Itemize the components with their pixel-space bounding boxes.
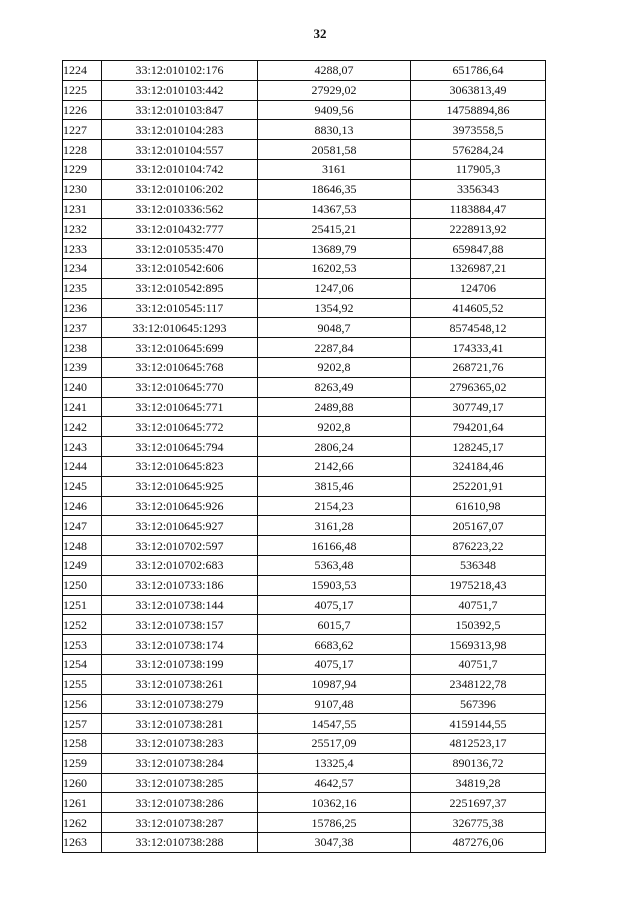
row-number-cell: 1254 — [63, 654, 102, 674]
area-cell: 13689,79 — [258, 239, 411, 259]
row-number-cell: 1232 — [63, 219, 102, 239]
row-number-cell: 1229 — [63, 159, 102, 179]
table-row — [63, 318, 546, 338]
value-cell: 576284,24 — [411, 140, 546, 160]
value-cell: 876223,22 — [411, 536, 546, 556]
value-cell: 890136,72 — [411, 753, 546, 773]
table-row — [63, 595, 546, 615]
value-cell: 536348 — [411, 555, 546, 575]
cadastral-number-cell: 33:12:010738:288 — [102, 833, 258, 853]
table-row — [63, 140, 546, 160]
table-row — [63, 298, 546, 318]
area-cell: 4642,57 — [258, 773, 411, 793]
table-row — [63, 179, 546, 199]
cadastral-number-cell: 33:12:010702:683 — [102, 555, 258, 575]
area-cell: 8830,13 — [258, 120, 411, 140]
table-row — [63, 654, 546, 674]
value-cell: 268721,76 — [411, 357, 546, 377]
row-number-cell: 1249 — [63, 555, 102, 575]
value-cell: 3356343 — [411, 179, 546, 199]
row-number-cell: 1239 — [63, 357, 102, 377]
value-cell: 4159144,55 — [411, 714, 546, 734]
table-row — [63, 239, 546, 259]
value-cell: 252201,91 — [411, 476, 546, 496]
area-cell: 14547,55 — [258, 714, 411, 734]
table-row — [63, 694, 546, 714]
row-number-cell: 1241 — [63, 397, 102, 417]
value-cell: 205167,07 — [411, 516, 546, 536]
cadastral-number-cell: 33:12:010645:770 — [102, 377, 258, 397]
table-row — [63, 476, 546, 496]
value-cell: 3973558,5 — [411, 120, 546, 140]
value-cell: 1183884,47 — [411, 199, 546, 219]
cadastral-number-cell: 33:12:010738:199 — [102, 654, 258, 674]
row-number-cell: 1253 — [63, 635, 102, 655]
cadastral-number-cell: 33:12:010103:847 — [102, 100, 258, 120]
value-cell: 117905,3 — [411, 159, 546, 179]
cadastral-number-cell: 33:12:010733:186 — [102, 575, 258, 595]
cadastral-number-cell: 33:12:010702:597 — [102, 536, 258, 556]
area-cell: 4075,17 — [258, 654, 411, 674]
cadastral-number-cell: 33:12:010535:470 — [102, 239, 258, 259]
cadastral-number-cell: 33:12:010738:283 — [102, 734, 258, 754]
cadastral-number-cell: 33:12:010645:794 — [102, 437, 258, 457]
cadastral-number-cell: 33:12:010738:279 — [102, 694, 258, 714]
value-cell: 8574548,12 — [411, 318, 546, 338]
row-number-cell: 1243 — [63, 437, 102, 457]
value-cell: 14758894,86 — [411, 100, 546, 120]
row-number-cell: 1224 — [63, 61, 102, 81]
table-row — [63, 456, 546, 476]
area-cell: 9409,56 — [258, 100, 411, 120]
cadastral-number-cell: 33:12:010432:777 — [102, 219, 258, 239]
row-number-cell: 1240 — [63, 377, 102, 397]
cadastral-number-cell: 33:12:010106:202 — [102, 179, 258, 199]
cadastral-number-cell: 33:12:010738:281 — [102, 714, 258, 734]
area-cell: 4075,17 — [258, 595, 411, 615]
value-cell: 326775,38 — [411, 813, 546, 833]
table-row — [63, 258, 546, 278]
cadastral-number-cell: 33:12:010645:823 — [102, 456, 258, 476]
row-number-cell: 1244 — [63, 456, 102, 476]
row-number-cell: 1259 — [63, 753, 102, 773]
value-cell: 174333,41 — [411, 338, 546, 358]
cadastral-number-cell: 33:12:010645:927 — [102, 516, 258, 536]
table-row — [63, 437, 546, 457]
value-cell: 651786,64 — [411, 61, 546, 81]
cadastral-number-cell: 33:12:010738:285 — [102, 773, 258, 793]
cadastral-number-cell: 33:12:010738:157 — [102, 615, 258, 635]
value-cell: 40751,7 — [411, 595, 546, 615]
value-cell: 2251697,37 — [411, 793, 546, 813]
cadastral-number-cell: 33:12:010738:174 — [102, 635, 258, 655]
value-cell: 2796365,02 — [411, 377, 546, 397]
area-cell: 2287,84 — [258, 338, 411, 358]
cadastral-number-cell: 33:12:010104:283 — [102, 120, 258, 140]
cadastral-number-cell: 33:12:010738:286 — [102, 793, 258, 813]
area-cell: 1247,06 — [258, 278, 411, 298]
cadastral-number-cell: 33:12:010336:562 — [102, 199, 258, 219]
value-cell: 124706 — [411, 278, 546, 298]
row-number-cell: 1245 — [63, 476, 102, 496]
value-cell: 128245,17 — [411, 437, 546, 457]
cadastral-number-cell: 33:12:010645:925 — [102, 476, 258, 496]
row-number-cell: 1252 — [63, 615, 102, 635]
row-number-cell: 1260 — [63, 773, 102, 793]
value-cell: 150392,5 — [411, 615, 546, 635]
area-cell: 18646,35 — [258, 179, 411, 199]
area-cell: 16202,53 — [258, 258, 411, 278]
area-cell: 10987,94 — [258, 674, 411, 694]
row-number-cell: 1261 — [63, 793, 102, 813]
row-number-cell: 1262 — [63, 813, 102, 833]
area-cell: 10362,16 — [258, 793, 411, 813]
table-row — [63, 833, 546, 853]
table-row — [63, 813, 546, 833]
value-cell: 1326987,21 — [411, 258, 546, 278]
cadastral-number-cell: 33:12:010738:284 — [102, 753, 258, 773]
table-row — [63, 773, 546, 793]
table-row — [63, 61, 546, 81]
cadastral-table — [62, 60, 546, 853]
row-number-cell: 1256 — [63, 694, 102, 714]
area-cell: 1354,92 — [258, 298, 411, 318]
cadastral-number-cell: 33:12:010542:606 — [102, 258, 258, 278]
cadastral-number-cell: 33:12:010104:742 — [102, 159, 258, 179]
table-row — [63, 635, 546, 655]
row-number-cell: 1255 — [63, 674, 102, 694]
area-cell: 5363,48 — [258, 555, 411, 575]
cadastral-number-cell: 33:12:010645:768 — [102, 357, 258, 377]
row-number-cell: 1242 — [63, 417, 102, 437]
cadastral-number-cell: 33:12:010542:895 — [102, 278, 258, 298]
cadastral-number-cell: 33:12:010104:557 — [102, 140, 258, 160]
cadastral-number-cell: 33:12:010738:144 — [102, 595, 258, 615]
value-cell: 324184,46 — [411, 456, 546, 476]
value-cell: 40751,7 — [411, 654, 546, 674]
table-row — [63, 397, 546, 417]
value-cell: 567396 — [411, 694, 546, 714]
row-number-cell: 1225 — [63, 80, 102, 100]
row-number-cell: 1226 — [63, 100, 102, 120]
area-cell: 3161,28 — [258, 516, 411, 536]
table-row — [63, 80, 546, 100]
table-row — [63, 793, 546, 813]
table-body — [63, 61, 546, 853]
area-cell: 15903,53 — [258, 575, 411, 595]
cadastral-number-cell: 33:12:010738:287 — [102, 813, 258, 833]
table-row — [63, 496, 546, 516]
cadastral-number-cell: 33:12:010645:772 — [102, 417, 258, 437]
row-number-cell: 1227 — [63, 120, 102, 140]
row-number-cell: 1251 — [63, 595, 102, 615]
area-cell: 9202,8 — [258, 357, 411, 377]
area-cell: 15786,25 — [258, 813, 411, 833]
area-cell: 6683,62 — [258, 635, 411, 655]
row-number-cell: 1234 — [63, 258, 102, 278]
table-row — [63, 100, 546, 120]
value-cell: 2348122,78 — [411, 674, 546, 694]
cadastral-number-cell: 33:12:010645:699 — [102, 338, 258, 358]
value-cell: 487276,06 — [411, 833, 546, 853]
value-cell: 34819,28 — [411, 773, 546, 793]
row-number-cell: 1233 — [63, 239, 102, 259]
table-row — [63, 199, 546, 219]
row-number-cell: 1263 — [63, 833, 102, 853]
table-row — [63, 674, 546, 694]
area-cell: 4288,07 — [258, 61, 411, 81]
value-cell: 307749,17 — [411, 397, 546, 417]
area-cell: 3815,46 — [258, 476, 411, 496]
value-cell: 61610,98 — [411, 496, 546, 516]
row-number-cell: 1236 — [63, 298, 102, 318]
area-cell: 8263,49 — [258, 377, 411, 397]
page-number: 32 — [313, 26, 327, 41]
row-number-cell: 1247 — [63, 516, 102, 536]
area-cell: 9048,7 — [258, 318, 411, 338]
table-row — [63, 278, 546, 298]
row-number-cell: 1238 — [63, 338, 102, 358]
value-cell: 659847,88 — [411, 239, 546, 259]
area-cell: 27929,02 — [258, 80, 411, 100]
area-cell: 2489,88 — [258, 397, 411, 417]
area-cell: 25517,09 — [258, 734, 411, 754]
value-cell: 3063813,49 — [411, 80, 546, 100]
area-cell: 3047,38 — [258, 833, 411, 853]
table-row — [63, 615, 546, 635]
value-cell: 2228913,92 — [411, 219, 546, 239]
table-row — [63, 417, 546, 437]
table-row — [63, 377, 546, 397]
table-row — [63, 753, 546, 773]
table-row — [63, 338, 546, 358]
row-number-cell: 1246 — [63, 496, 102, 516]
row-number-cell: 1228 — [63, 140, 102, 160]
area-cell: 2806,24 — [258, 437, 411, 457]
area-cell: 13325,4 — [258, 753, 411, 773]
value-cell: 794201,64 — [411, 417, 546, 437]
row-number-cell: 1250 — [63, 575, 102, 595]
area-cell: 20581,58 — [258, 140, 411, 160]
cadastral-number-cell: 33:12:010645:771 — [102, 397, 258, 417]
table-row — [63, 734, 546, 754]
row-number-cell: 1230 — [63, 179, 102, 199]
cadastral-number-cell: 33:12:010645:1293 — [102, 318, 258, 338]
table-row — [63, 536, 546, 556]
area-cell: 3161 — [258, 159, 411, 179]
area-cell: 25415,21 — [258, 219, 411, 239]
table-row — [63, 555, 546, 575]
table-row — [63, 357, 546, 377]
area-cell: 9202,8 — [258, 417, 411, 437]
cadastral-number-cell: 33:12:010645:926 — [102, 496, 258, 516]
row-number-cell: 1235 — [63, 278, 102, 298]
table-row — [63, 120, 546, 140]
value-cell: 4812523,17 — [411, 734, 546, 754]
cadastral-number-cell: 33:12:010103:442 — [102, 80, 258, 100]
value-cell: 1975218,43 — [411, 575, 546, 595]
area-cell: 14367,53 — [258, 199, 411, 219]
row-number-cell: 1258 — [63, 734, 102, 754]
cadastral-number-cell: 33:12:010738:261 — [102, 674, 258, 694]
row-number-cell: 1248 — [63, 536, 102, 556]
row-number-cell: 1237 — [63, 318, 102, 338]
table-row — [63, 714, 546, 734]
cadastral-number-cell: 33:12:010102:176 — [102, 61, 258, 81]
area-cell: 9107,48 — [258, 694, 411, 714]
row-number-cell: 1231 — [63, 199, 102, 219]
area-cell: 16166,48 — [258, 536, 411, 556]
row-number-cell: 1257 — [63, 714, 102, 734]
area-cell: 2154,23 — [258, 496, 411, 516]
area-cell: 6015,7 — [258, 615, 411, 635]
value-cell: 414605,52 — [411, 298, 546, 318]
table-row — [63, 575, 546, 595]
area-cell: 2142,66 — [258, 456, 411, 476]
table-row — [63, 219, 546, 239]
table-row — [63, 159, 546, 179]
value-cell: 1569313,98 — [411, 635, 546, 655]
cadastral-number-cell: 33:12:010545:117 — [102, 298, 258, 318]
table-row — [63, 516, 546, 536]
